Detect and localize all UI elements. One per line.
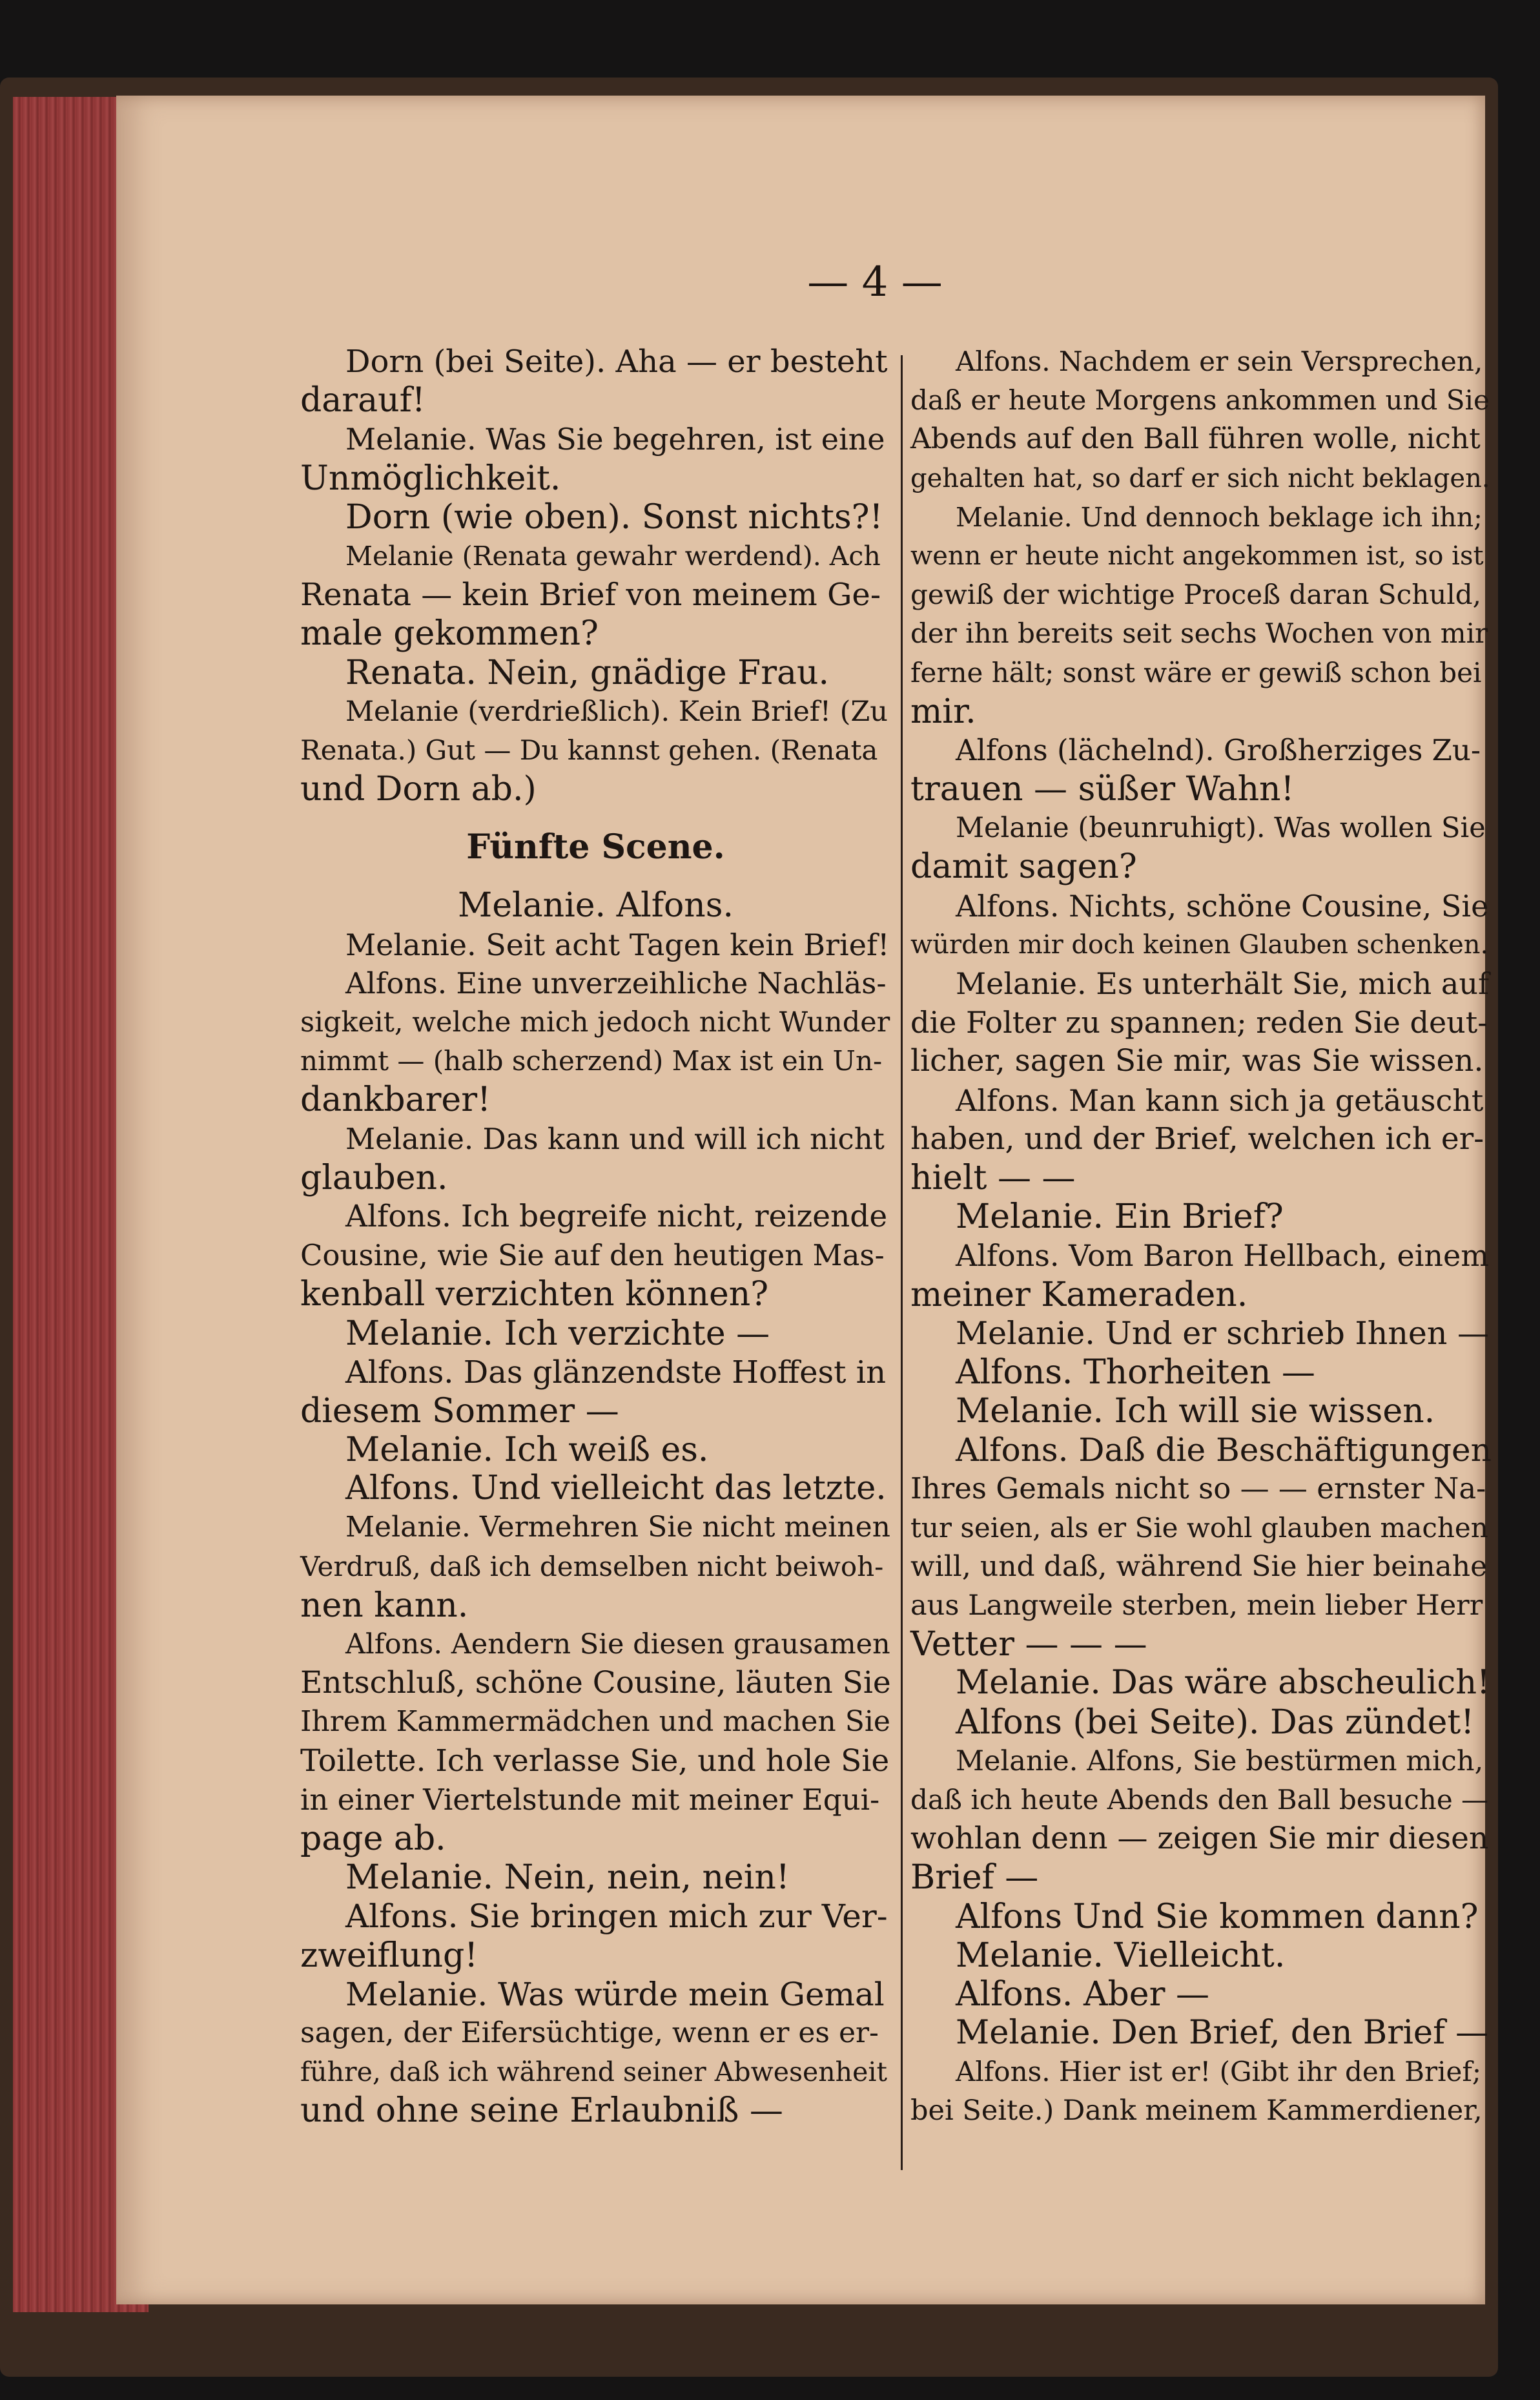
text-line: Alfons (bei Seite). Das zündet! [956,1702,1475,1742]
text-line: Alfons. Aendern Sie diesen grausamen [345,1628,890,1660]
text-line: nimmt — (halb scherzend) Max ist ein Un- [300,1045,883,1077]
page-number: — 4 — [807,258,943,306]
text-line: Alfons. Nichts, schöne Cousine, Sie [956,888,1489,924]
text-line: dankbarer! [300,1081,491,1120]
text-line: Alfons. Ich begreife nicht, reizende [345,1198,888,1234]
text-line: Melanie. Es unterhält Sie, mich auf [956,966,1490,1001]
text-line: meiner Kameraden. [910,1275,1248,1314]
text-line: gehalten hat, so darf er sich nicht beklagen. [910,463,1490,493]
text-line: Alfons. Aber — [956,1974,1209,2014]
text-line: damit sagen? [910,847,1137,887]
text-line: sagen, der Eifersüchtige, wenn er es er- [300,2016,879,2049]
text-line: Alfons. Das glänzendste Hoffest in [345,1354,886,1391]
text-line: Alfons. Nachdem er sein Versprechen, [956,346,1483,377]
text-line: Alfons. Thorheiten — [956,1352,1315,1392]
spacer [300,809,891,828]
text-line: sigkeit, welche mich jedoch nicht Wunder [300,1006,890,1039]
text-line: Renata. Nein, gnädige Frau. [345,653,830,692]
text-line: Renata.) Gut — Du kannst gehen. (Renata [300,734,878,766]
text-line: daß ich heute Abends den Ball besuche — [910,1783,1489,1816]
text-line: wenn er heute nicht angekommen ist, so ist [910,541,1484,571]
text-line: Melanie. Was würde mein Gemal [345,1975,885,2013]
text-line: zweiflung! [300,1936,478,1975]
text-line: Alfons. Daß die Beschäftigungen [956,1431,1492,1469]
text-line: Melanie. Vielleicht. [956,1936,1286,1975]
text-line: mir. [910,692,976,731]
text-line: Melanie. Ich verzichte — [345,1314,770,1353]
text-line: Renata — kein Brief von meinem Ge- [300,577,881,614]
text-line: wohlan denn — zeigen Sie mir diesen [910,1821,1489,1857]
text-line: Cousine, wie Sie auf den heutigen Mas- [300,1238,885,1273]
text-line: nen kann. [300,1586,469,1625]
text-line: Vetter — — — [910,1625,1147,1664]
text-line: Melanie. Das kann und will ich nicht [345,1121,885,1156]
text-line: Melanie (beunruhigt). Was wollen Sie [956,812,1486,845]
text-line: glauben. [300,1158,448,1197]
text-line: Melanie. Alfons. [457,886,734,926]
text-line: Melanie. Alfons, Sie bestürmen mich, [956,1744,1484,1777]
text-line: Ihrem Kammermädchen und machen Sie [300,1705,890,1739]
text-line: tur seien, als er Sie wohl glauben machen [910,1511,1488,1544]
text-line: Melanie. Ein Brief? [956,1197,1284,1237]
text-line: und ohne seine Erlaubniß — [300,2091,783,2131]
right-column [910,342,1492,2131]
text-line: würden mir doch keinen Glauben schenken. [910,929,1489,960]
text-line: page ab. [300,1819,446,1858]
text-line: Entschluß, schöne Cousine, läuten Sie [300,1665,891,1701]
text-line: Melanie (Renata gewahr werdend). Ach [345,540,881,572]
text-line: Alfons. Man kann sich ja getäuscht [956,1082,1484,1118]
text-line: bei Seite.) Dank meinem Kammerdiener, [910,2095,1483,2127]
text-line: Melanie. Was Sie begehren, ist eine [345,422,885,457]
text-line: Alfons. Sie bringen mich zur Ver- [345,1898,888,1936]
text-line: Ihres Gemals nicht so — — ernster Na- [910,1471,1486,1506]
text-line: ferne hält; sonst wäre er gewiß schon bei [910,656,1482,688]
text-line: Alfons. Hier ist er! (Gibt ihr den Brief; [956,2056,1482,2088]
text-line: Melanie. Das wäre abscheulich! [956,1664,1490,1702]
text-line: Melanie. Ich weiß es. [345,1431,709,1470]
column-divider [901,355,903,2170]
text-line: Brief — [910,1858,1039,1898]
text-line: Melanie. Ich will sie wissen. [956,1392,1435,1431]
text-line: Alfons Und Sie kommen dann? [956,1897,1479,1936]
text-line: Melanie (verdrießlich). Kein Brief! (Zu [345,695,888,728]
text-line: Dorn (wie oben). Sonst nichts?! [345,497,883,537]
text-line: Dorn (bei Seite). Aha — er besteht [345,344,888,380]
text-line: will, und daß, während Sie hier beinahe [910,1549,1488,1583]
text-line: Melanie. Vermehren Sie nicht meinen [345,1511,890,1544]
text-line: diesem Sommer — [300,1391,619,1431]
spacer [300,867,891,886]
text-line: Melanie. Nein, nein, nein! [345,1858,790,1898]
text-line: licher, sagen Sie mir, was Sie wissen. [910,1043,1484,1079]
text-line: Melanie. Und er schrieb Ihnen — [956,1314,1490,1352]
text-line: in einer Viertelstunde mit meiner Equi- [300,1782,880,1817]
text-line: Melanie. Und dennoch beklage ich ihn; [956,501,1483,533]
text-line: Alfons. Und vielleicht das letzte. [345,1469,887,1508]
text-line: Alfons (lächelnd). Großherziges Zu- [956,732,1481,767]
left-column [300,342,891,2130]
text-line: und Dorn ab.) [300,770,537,809]
text-line: haben, und der Brief, welchen ich er- [910,1121,1484,1157]
scene-heading: Fünfte Scene. [466,827,725,867]
text-line: gewiß der wichtige Proceß daran Schuld, [910,579,1481,611]
text-line: aus Langweile sterben, mein lieber Herr [910,1589,1483,1622]
text-line: Toilette. Ich verlasse Sie, und hole Sie [300,1743,890,1779]
text-line: Unmöglichkeit. [300,459,561,498]
text-line: der ihn bereits seit sechs Wochen von mir [910,617,1488,650]
text-line: darauf! [300,381,426,420]
text-line: hielt — — [910,1158,1076,1197]
text-line: trauen — süßer Wahn! [910,770,1295,809]
text-line: Melanie. Den Brief, den Brief — [956,2014,1489,2053]
text-line: daß er heute Morgens ankommen und Sie [910,384,1490,417]
text-line: Melanie. Seit acht Tagen kein Brief! [345,927,890,962]
text-line: Alfons. Vom Baron Hellbach, einem [956,1238,1489,1274]
text-line: die Folter zu spannen; reden Sie deut- [910,1005,1488,1040]
text-line: Verdruß, daß ich demselben nicht beiwoh- [300,1550,884,1582]
text-line: führe, daß ich während seiner Abwesenheit [300,2056,887,2088]
text-line: Abends auf den Ball führen wolle, nicht [910,422,1481,456]
text-line: Alfons. Eine unverzeihliche Nachläs- [345,966,887,1000]
text-line: kenball verzichten können? [300,1275,769,1314]
text-line: male gekommen? [300,614,599,654]
